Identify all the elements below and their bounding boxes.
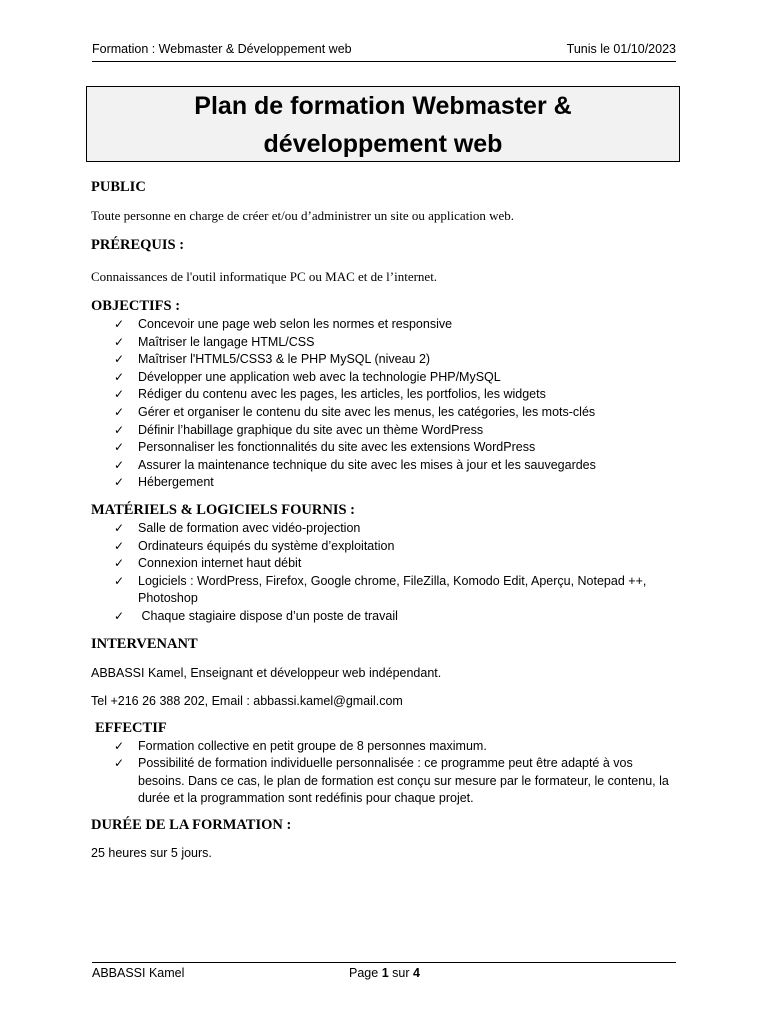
- list-item: ✓ Logiciels : WordPress, Firefox, Google chrome, FileZilla, Komodo Edit, Aperçu, Notepad ++, Photoshop: [114, 573, 647, 606]
- page-title-line-2: développement web: [263, 130, 503, 158]
- page-footer: [92, 966, 676, 984]
- checkmark-icon: ✓: [114, 387, 125, 402]
- section-heading-intervenant: INTERVENANT: [91, 635, 198, 652]
- list-item: ✓ Ordinateurs équipés du système d’exploitation: [91, 538, 681, 556]
- list-item: ✓ Définir l’habillage graphique du site avec un thème WordPress: [91, 422, 681, 440]
- section-heading-public: PUBLIC: [91, 179, 146, 195]
- list-item: ✓ Formation collective en petit groupe de 8 personnes maximum.: [91, 738, 681, 756]
- list-item: ✓ Gérer et organiser le contenu du site avec les menus, les catégories, les mots-clés: [91, 404, 681, 422]
- list-item: ✓ Concevoir une page web selon les normes et responsive: [91, 316, 681, 334]
- page-title-line-1: Plan de formation Webmaster &: [194, 92, 572, 120]
- checkmark-icon: ✓: [114, 457, 125, 472]
- list-item: ✓ Chaque stagiaire dispose d’un poste de travail: [91, 608, 681, 626]
- list-item: ✓ Personnaliser les fonctionnalités du site avec les extensions WordPress: [91, 439, 681, 457]
- header-course-title: Formation : Webmaster & Développement web: [92, 42, 352, 56]
- checkmark-icon: ✓: [114, 422, 125, 437]
- page-header: [92, 42, 676, 60]
- section-heading-objectifs: OBJECTIFS :: [91, 298, 181, 314]
- checkmark-icon: ✓: [114, 475, 125, 490]
- materiels-list: [91, 520, 681, 626]
- footer-divider: [92, 962, 676, 963]
- section-heading-effectif: EFFECTIF: [95, 719, 167, 736]
- section-heading-materiels: MATÉRIELS & LOGICIELS FOURNIS :: [91, 501, 356, 518]
- header-divider: [92, 61, 676, 62]
- list-item: ✓ Possibilité de formation individuelle personnalisée : ce programme peut être adapté à vos besoins. Dans ce cas, le plan de formation est conçu sur mesure par le formateur, le contenu, la durée et la programmation sont redéfinis pour chaque projet.: [114, 756, 669, 806]
- checkmark-icon: ✓: [114, 538, 125, 553]
- checkmark-icon: ✓: [114, 608, 125, 623]
- prerequis-text: Connaissances de l'outil informatique PC ou MAC et de l’internet.: [91, 269, 438, 284]
- checkmark-icon: ✓: [114, 556, 125, 571]
- list-item: ✓ Développer une application web avec la technologie PHP/MySQL: [91, 369, 681, 387]
- checkmark-icon: ✓: [114, 756, 125, 771]
- checkmark-icon: ✓: [114, 404, 125, 419]
- list-item: ✓ Maîtriser l'HTML5/CSS3 & le PHP MySQL (niveau 2): [91, 351, 681, 369]
- objectifs-list: [91, 316, 681, 492]
- intervenant-name: ABBASSI Kamel, Enseignant et développeur web indépendant.: [91, 665, 442, 680]
- checkmark-icon: ✓: [114, 738, 125, 753]
- list-item: ✓ Hébergement: [91, 474, 681, 492]
- checkmark-icon: ✓: [114, 317, 125, 331]
- list-item: ✓ Salle de formation avec vidéo-projection: [91, 520, 681, 538]
- list-item: ✓ Maîtriser le langage HTML/CSS: [91, 334, 681, 352]
- checkmark-icon: ✓: [114, 352, 125, 367]
- intervenant-contact: Tel +216 26 388 202, Email : abbassi.kamel@gmail.com: [91, 693, 403, 708]
- title-box: [86, 86, 680, 162]
- page-number: Page 1 sur 4: [349, 966, 420, 980]
- checkmark-icon: ✓: [114, 573, 125, 588]
- duree-text: 25 heures sur 5 jours.: [91, 845, 212, 860]
- section-heading-prerequis: PRÉREQUIS :: [91, 237, 185, 253]
- header-date: Tunis le 01/10/2023: [566, 42, 676, 56]
- list-item: ✓ Assurer la maintenance technique du site avec les mises à jour et les sauvegardes: [91, 457, 681, 475]
- section-heading-duree: DURÉE DE LA FORMATION :: [91, 816, 292, 833]
- public-text: Toute personne en charge de créer et/ou d’administrer un site ou application web.: [91, 208, 515, 223]
- checkmark-icon: ✓: [114, 334, 125, 349]
- effectif-list: [91, 738, 681, 808]
- checkmark-icon: ✓: [114, 520, 125, 535]
- footer-author: ABBASSI Kamel: [92, 966, 185, 980]
- list-item: ✓ Rédiger du contenu avec les pages, les articles, les portfolios, les widgets: [91, 386, 681, 404]
- checkmark-icon: ✓: [114, 440, 125, 455]
- document-body: [91, 174, 681, 862]
- checkmark-icon: ✓: [114, 369, 125, 384]
- list-item: ✓ Connexion internet haut débit: [91, 555, 681, 573]
